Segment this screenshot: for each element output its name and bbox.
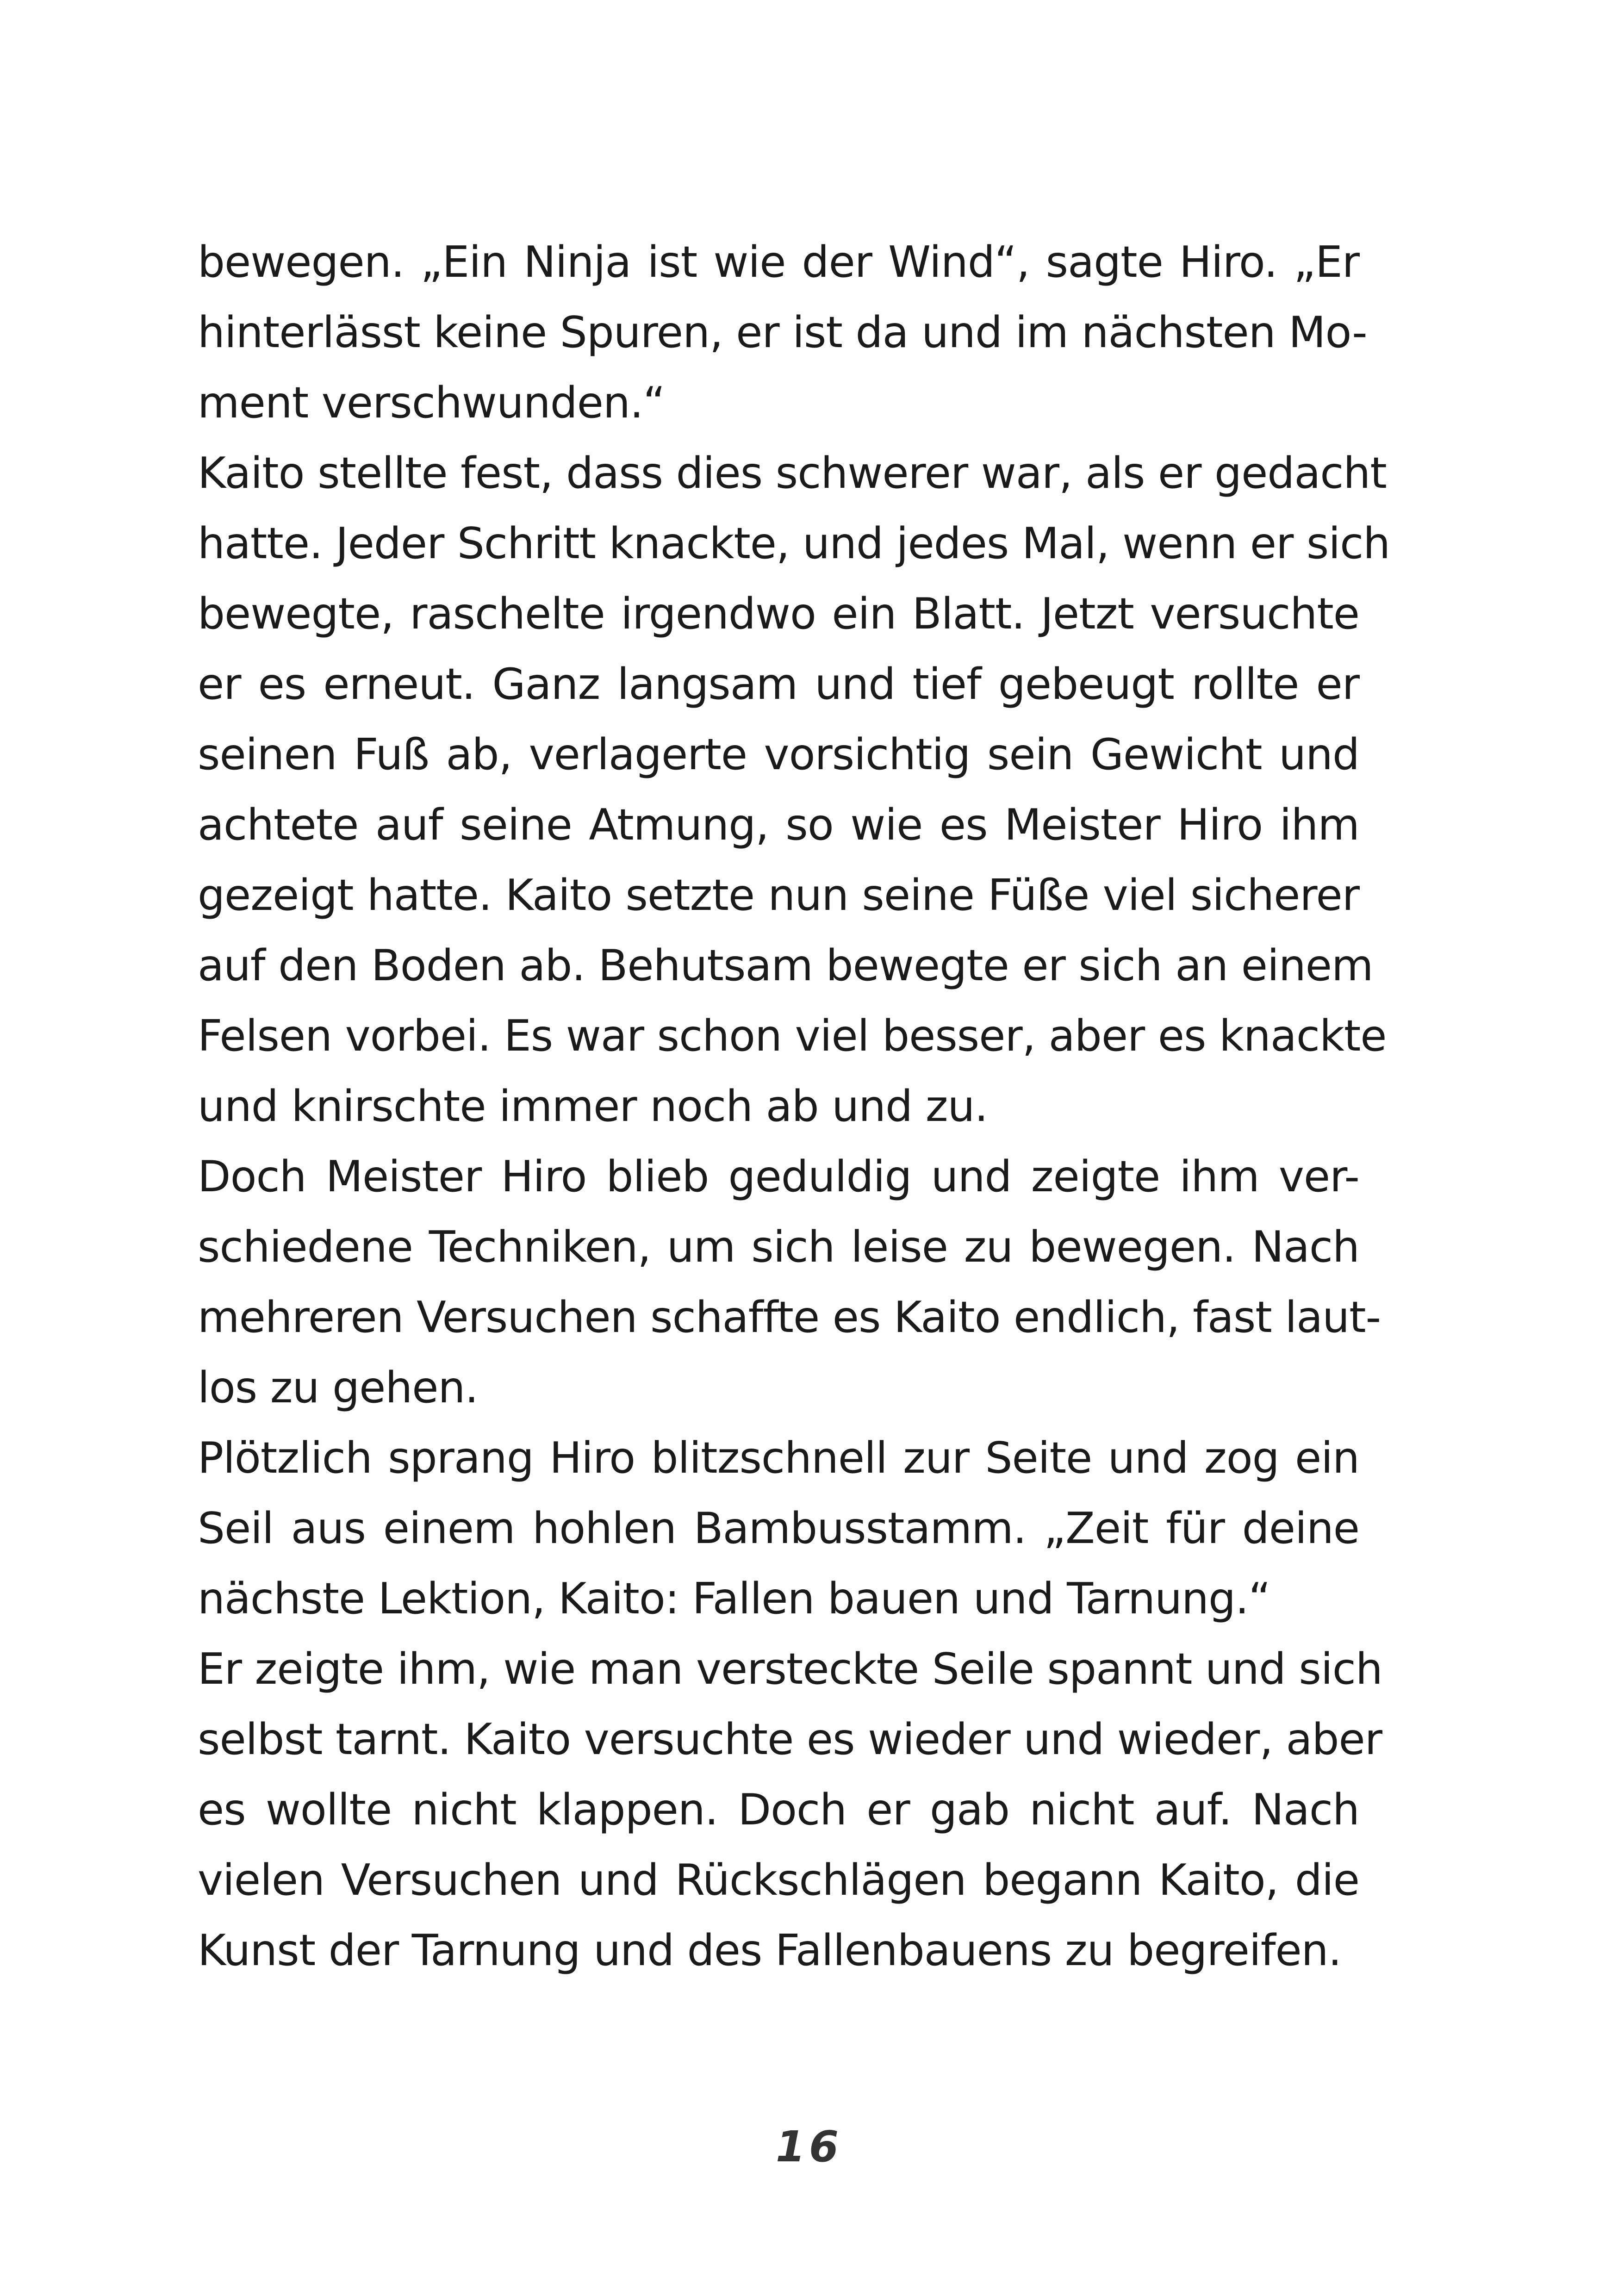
text-line: er es erneut. Ganz langsam und tief gebeugt rollte er bbox=[198, 659, 1359, 709]
text-line: hinterlässt keine Spuren, er ist da und im nächsten Mo- bbox=[198, 307, 1367, 357]
page-number: 16 bbox=[775, 2122, 843, 2172]
text-line: hatte. Jeder Schritt knackte, und jedes Mal, wenn er sich bbox=[198, 518, 1390, 568]
text-line: seinen Fuß ab, verlagerte vorsichtig sein Gewicht und bbox=[198, 729, 1359, 779]
text-line: Kunst der Tarnung und des Fallenbauens zu begreifen. bbox=[198, 1925, 1342, 1975]
text-line: und knirschte immer noch ab und zu. bbox=[198, 1081, 988, 1131]
text-line: achtete auf seine Atmung, so wie es Meister Hiro ihm bbox=[198, 800, 1359, 850]
text-line: auf den Boden ab. Behutsam bewegte er sich an einem bbox=[198, 940, 1373, 990]
text-line: gezeigt hatte. Kaito setzte nun seine Füße viel sicherer bbox=[198, 870, 1359, 920]
text-line: los zu gehen. bbox=[198, 1363, 478, 1412]
text-line: Seil aus einem hohlen Bambusstamm. „Zeit für deine bbox=[198, 1503, 1359, 1553]
text-line: schiedene Techniken, um sich leise zu bewegen. Nach bbox=[198, 1222, 1359, 1272]
text-line: ment verschwunden.“ bbox=[198, 378, 665, 428]
text-line: Felsen vorbei. Es war schon viel besser, aber es knackte bbox=[198, 1011, 1387, 1061]
text-line: bewegte, raschelte irgendwo ein Blatt. Jetzt versuchte bbox=[198, 589, 1359, 639]
text-line: Plötzlich sprang Hiro blitzschnell zur Seite und zog ein bbox=[198, 1433, 1359, 1483]
text-line: mehreren Versuchen schaffte es Kaito endlich, fast laut- bbox=[198, 1292, 1381, 1342]
text-line: Doch Meister Hiro blieb geduldig und zeigte ihm ver- bbox=[198, 1151, 1359, 1201]
text-line: nächste Lektion, Kaito: Fallen bauen und Tarnung.“ bbox=[198, 1574, 1270, 1624]
text-line: es wollte nicht klappen. Doch er gab nicht auf. Nach bbox=[198, 1785, 1359, 1835]
text-line: vielen Versuchen und Rückschlägen begann Kaito, die bbox=[198, 1855, 1359, 1905]
text-line: bewegen. „Ein Ninja ist wie der Wind“, sagte Hiro. „Er bbox=[198, 237, 1359, 287]
text-line: selbst tarnt. Kaito versuchte es wieder und wieder, aber bbox=[198, 1714, 1382, 1764]
text-line: Er zeigte ihm, wie man versteckte Seile spannt und sich bbox=[198, 1644, 1382, 1694]
text-line: Kaito stellte fest, dass dies schwerer war, als er gedacht bbox=[198, 448, 1387, 498]
body-text bbox=[198, 227, 1390, 1985]
